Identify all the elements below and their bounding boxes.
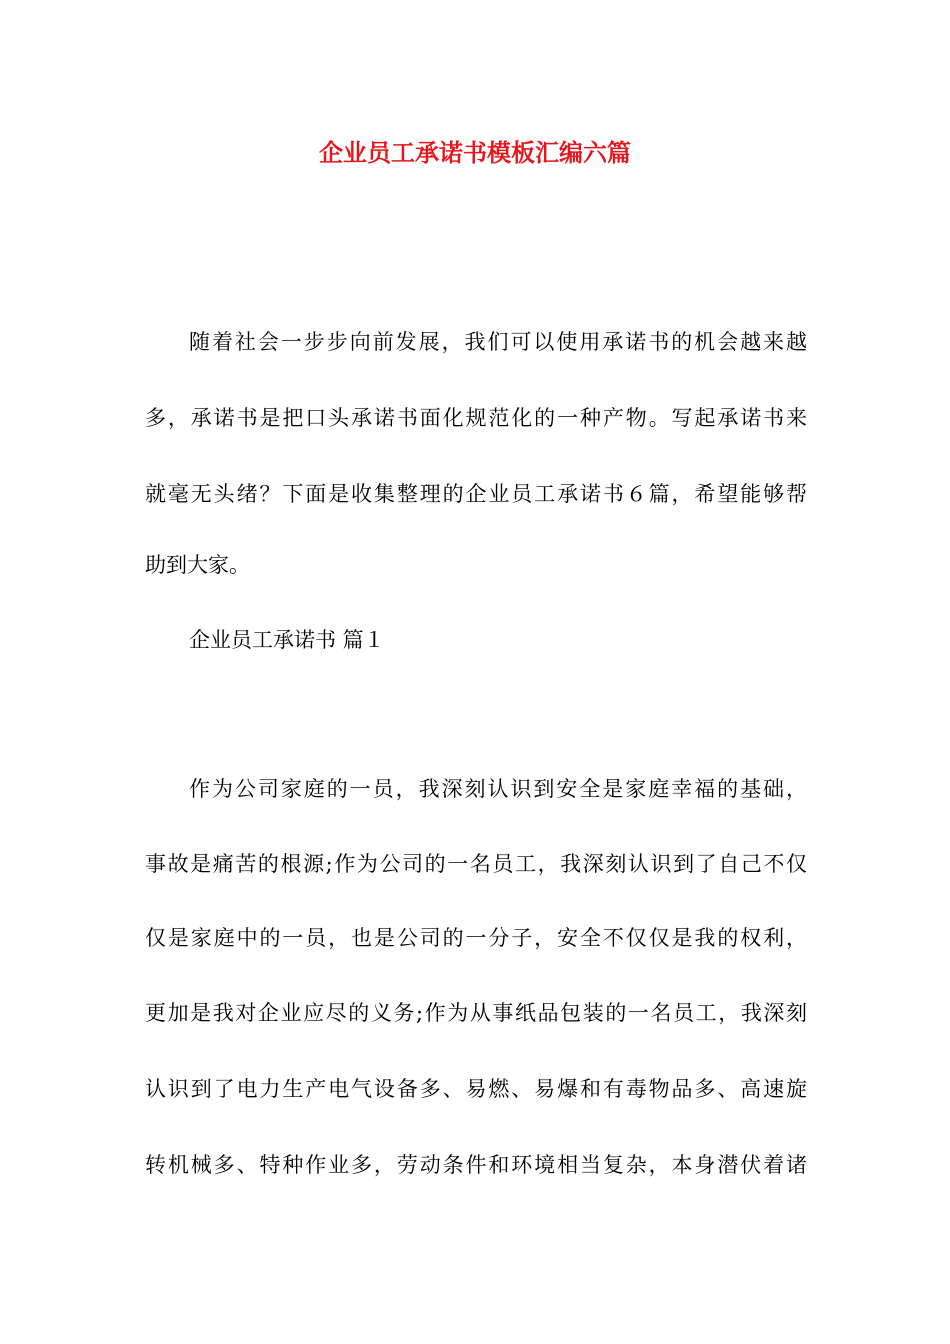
section-heading: 企业员工承诺书 篇１ bbox=[189, 628, 385, 652]
paragraph-line: 助到大家。 bbox=[145, 553, 250, 577]
paragraph-line: 作为公司家庭的一员，我深刻认识到安全是家庭幸福的基础， bbox=[189, 777, 807, 801]
paragraph-line: 事故是痛苦的根源;作为公司的一名员工，我深刻认识到了自己不仅 bbox=[145, 852, 807, 876]
document-title: 企业员工承诺书模板汇编六篇 bbox=[319, 138, 631, 167]
paragraph-line: 认识到了电力生产电气设备多、易燃、易爆和有毒物品多、高速旋 bbox=[145, 1077, 807, 1101]
paragraph-line: 就毫无头绪？下面是收集整理的企业员工承诺书６篇，希望能够帮 bbox=[145, 482, 807, 506]
paragraph-line: 转机械多、特种作业多，劳动条件和环境相当复杂，本身潜伏着诸 bbox=[145, 1153, 807, 1177]
paragraph-line: 更加是我对企业应尽的义务;作为从事纸品包装的一名员工，我深刻 bbox=[145, 1001, 807, 1025]
paragraph-line: 多，承诺书是把口头承诺书面化规范化的一种产物。写起承诺书来 bbox=[145, 406, 807, 430]
paragraph-line: 随着社会一步步向前发展，我们可以使用承诺书的机会越来越 bbox=[189, 330, 807, 354]
paragraph-line: 仅是家庭中的一员，也是公司的一分子，安全不仅仅是我的权利， bbox=[145, 926, 807, 950]
